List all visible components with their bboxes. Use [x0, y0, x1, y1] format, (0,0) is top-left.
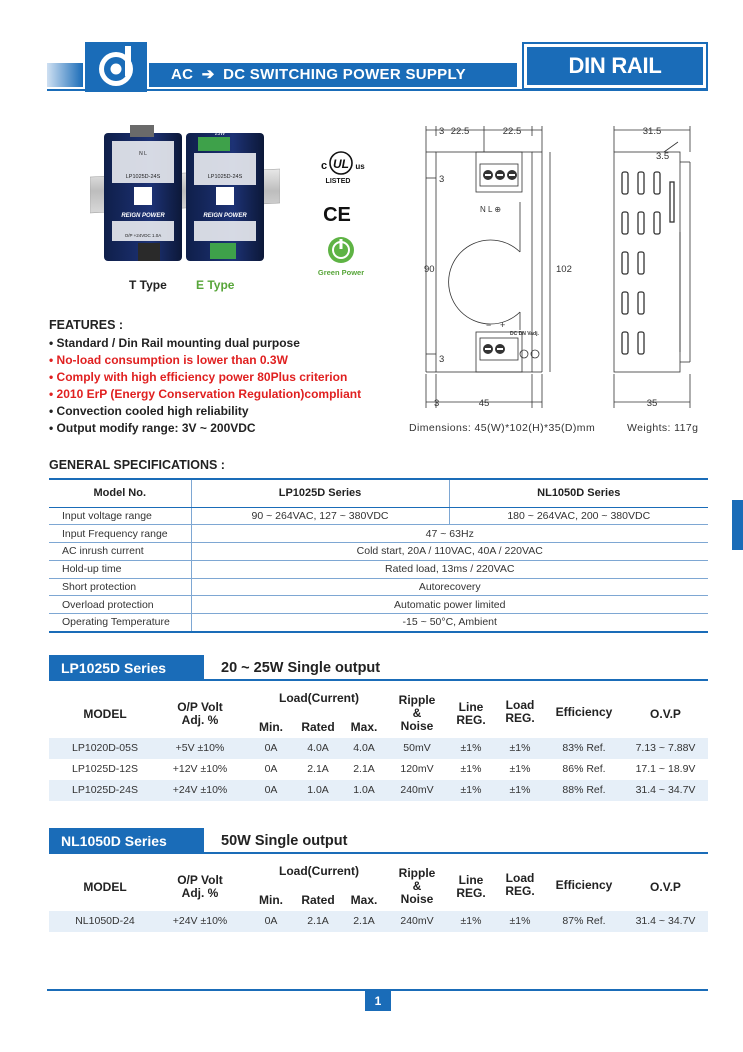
photo-model-label-t: LP1025D-24S [125, 174, 161, 180]
dim-35: 35 [646, 398, 658, 409]
photo-model-label-e: LP1025D-24S [207, 174, 243, 180]
lp-series-subtitle: 20 ~ 25W Single output [221, 660, 381, 676]
product-photo [90, 125, 280, 275]
dim-3-side: 3 [439, 174, 445, 185]
ce-mark-text: CE [323, 204, 351, 226]
feature-item: • 2010 ErP (Energy Conservation Regulation)compliant [49, 387, 362, 401]
ce-mark-icon [323, 202, 351, 226]
table-row: Short protection Autorecovery [49, 578, 708, 596]
table-row: LP1020D-05S +5V ±10% 0A 4.0A 4.0A 50mV ±1% ±1% 83% Ref. 7.13 ~ 7.88V [49, 738, 708, 759]
arrow-right-icon: ➔ [201, 66, 215, 83]
nl-series-subtitle: 50W Single output [221, 833, 348, 849]
series-badge-text: DIN RAIL SERIES [527, 47, 703, 85]
lp-table-header: MODEL O/P Volt Adj. % Load(Current) Min. Rated Max. Ripple & Noise Line REG. Load REG. Efficiency O.V.P [83, 691, 681, 734]
header-title [149, 63, 517, 87]
table-row: LP1025D-12S +12V ±10% 0A 2.1A 2.1A 120mV ±1% ±1% 86% Ref. 17.1 ~ 18.9V [72, 763, 696, 775]
dimensions-text: Dimensions: 45(W)*102(H)*35(D)mm [409, 422, 596, 434]
ul-c: c [320, 160, 328, 172]
col-lp-series: LP1025D Series [191, 479, 449, 507]
terminal-top-label: N L ⊕ [480, 205, 502, 214]
dim-90: 90 [424, 264, 435, 275]
logo-d-icon [85, 42, 147, 92]
table-row: Input Frequency range 47 ~ 63Hz [49, 525, 708, 543]
feature-item: • Output modify range: 3V ~ 200VDC [49, 421, 256, 435]
table-row: Overload protection Automatic power limited [49, 596, 708, 614]
ul-us: us [355, 162, 365, 171]
weights-text: Weights: 117g [627, 422, 699, 434]
table-header-row [49, 479, 708, 507]
photo-brand-e: REIGN POWER [203, 213, 247, 219]
terminal-minus: − [486, 320, 492, 330]
nl-series-tag: NL1050D Series [49, 828, 204, 854]
col-model-no: Model No. [49, 479, 191, 507]
ul-listed-text: LISTED [325, 178, 351, 185]
general-specs-title: GENERAL SPECIFICATIONS : [49, 458, 225, 472]
dim-3-bottom: 3 [439, 354, 445, 365]
table-row: NL1050D-24 +24V ±10% 0A 2.1A 2.1A 240mV ±1% ±1% 87% Ref. 31.4 ~ 34.7V [49, 911, 708, 932]
company-logo [85, 42, 147, 92]
photo-watt-label: 25W [214, 131, 225, 137]
feature-item: • Comply with high efficiency power 80Plus criterion [49, 370, 348, 384]
page-number: 1 [365, 991, 391, 1011]
lp-series-bar [49, 655, 708, 681]
dim-3-top: 3 [439, 126, 445, 137]
dim-102: 102 [556, 264, 572, 275]
photo-nl-label-t: N L [139, 151, 147, 157]
table-row: AC inrush current Cold start, 20A / 110VAC, 40A / 220VAC [49, 543, 708, 561]
header-title-left: AC [171, 66, 194, 83]
green-power-text: Green Power [317, 268, 365, 277]
features-list [49, 317, 361, 437]
nl-series-bar [49, 828, 708, 854]
feature-item: • Standard / Din Rail mounting dual purpose [49, 336, 300, 350]
side-view-drawing [602, 122, 712, 414]
dim-31-5: 31.5 [642, 126, 662, 137]
type-t-label: T Type [129, 278, 167, 292]
series-badge [522, 42, 708, 116]
type-e-label: E Type [196, 278, 235, 292]
photo-brand-t: REIGN POWER [121, 213, 165, 219]
photo-op-t: O/P +24VDC 1.0A [124, 233, 162, 238]
col-nl-series: NL1050D Series [449, 479, 708, 507]
feature-item: • Convection cooled high reliability [49, 404, 249, 418]
green-power-icon [316, 235, 366, 279]
table-row: Input voltage range 90 ~ 264VAC, 127 ~ 380VDC 180 ~ 264VAC, 200 ~ 380VDC [49, 507, 708, 525]
dim-22-5-left: 22.5 [450, 126, 470, 137]
nl-table-header: MODEL O/P Volt Adj. % Load(Current) Min. Rated Max. Ripple & Noise Line REG. Load REG. Efficiency O.V.P [83, 864, 681, 907]
table-row: Operating Temperature -15 ~ 50°C, Ambient [49, 614, 708, 632]
dim-45: 45 [478, 398, 490, 409]
nl-series-table [49, 861, 708, 932]
ul-mark: UL [333, 157, 349, 171]
terminal-vadj: DC DN Vadj. [510, 331, 539, 337]
table-row: Hold-up time Rated load, 13ms / 220VAC [49, 560, 708, 578]
table-row: LP1025D-24S +24V ±10% 0A 1.0A 1.0A 240mV ±1% ±1% 88% Ref. 31.4 ~ 34.7V [49, 780, 708, 801]
lp-series-table [49, 688, 708, 801]
dim-22-5-right: 22.5 [502, 126, 522, 137]
terminal-plus: + [500, 320, 506, 330]
feature-item: • No-load consumption is lower than 0.3W [49, 353, 288, 367]
dim-3-base: 3 [434, 398, 440, 409]
ul-listed-icon [314, 150, 370, 186]
features-title: FEATURES : [49, 318, 124, 332]
header-title-right: DC SWITCHING POWER SUPPLY [223, 66, 466, 83]
dim-3-5: 3.5 [656, 151, 670, 162]
header-divider [47, 89, 708, 91]
general-specs-table [49, 478, 708, 633]
side-tab-marker [732, 500, 743, 550]
lp-series-tag: LP1025D Series [49, 655, 204, 681]
header-gradient-bar [47, 63, 83, 87]
front-view-drawing [420, 122, 600, 414]
